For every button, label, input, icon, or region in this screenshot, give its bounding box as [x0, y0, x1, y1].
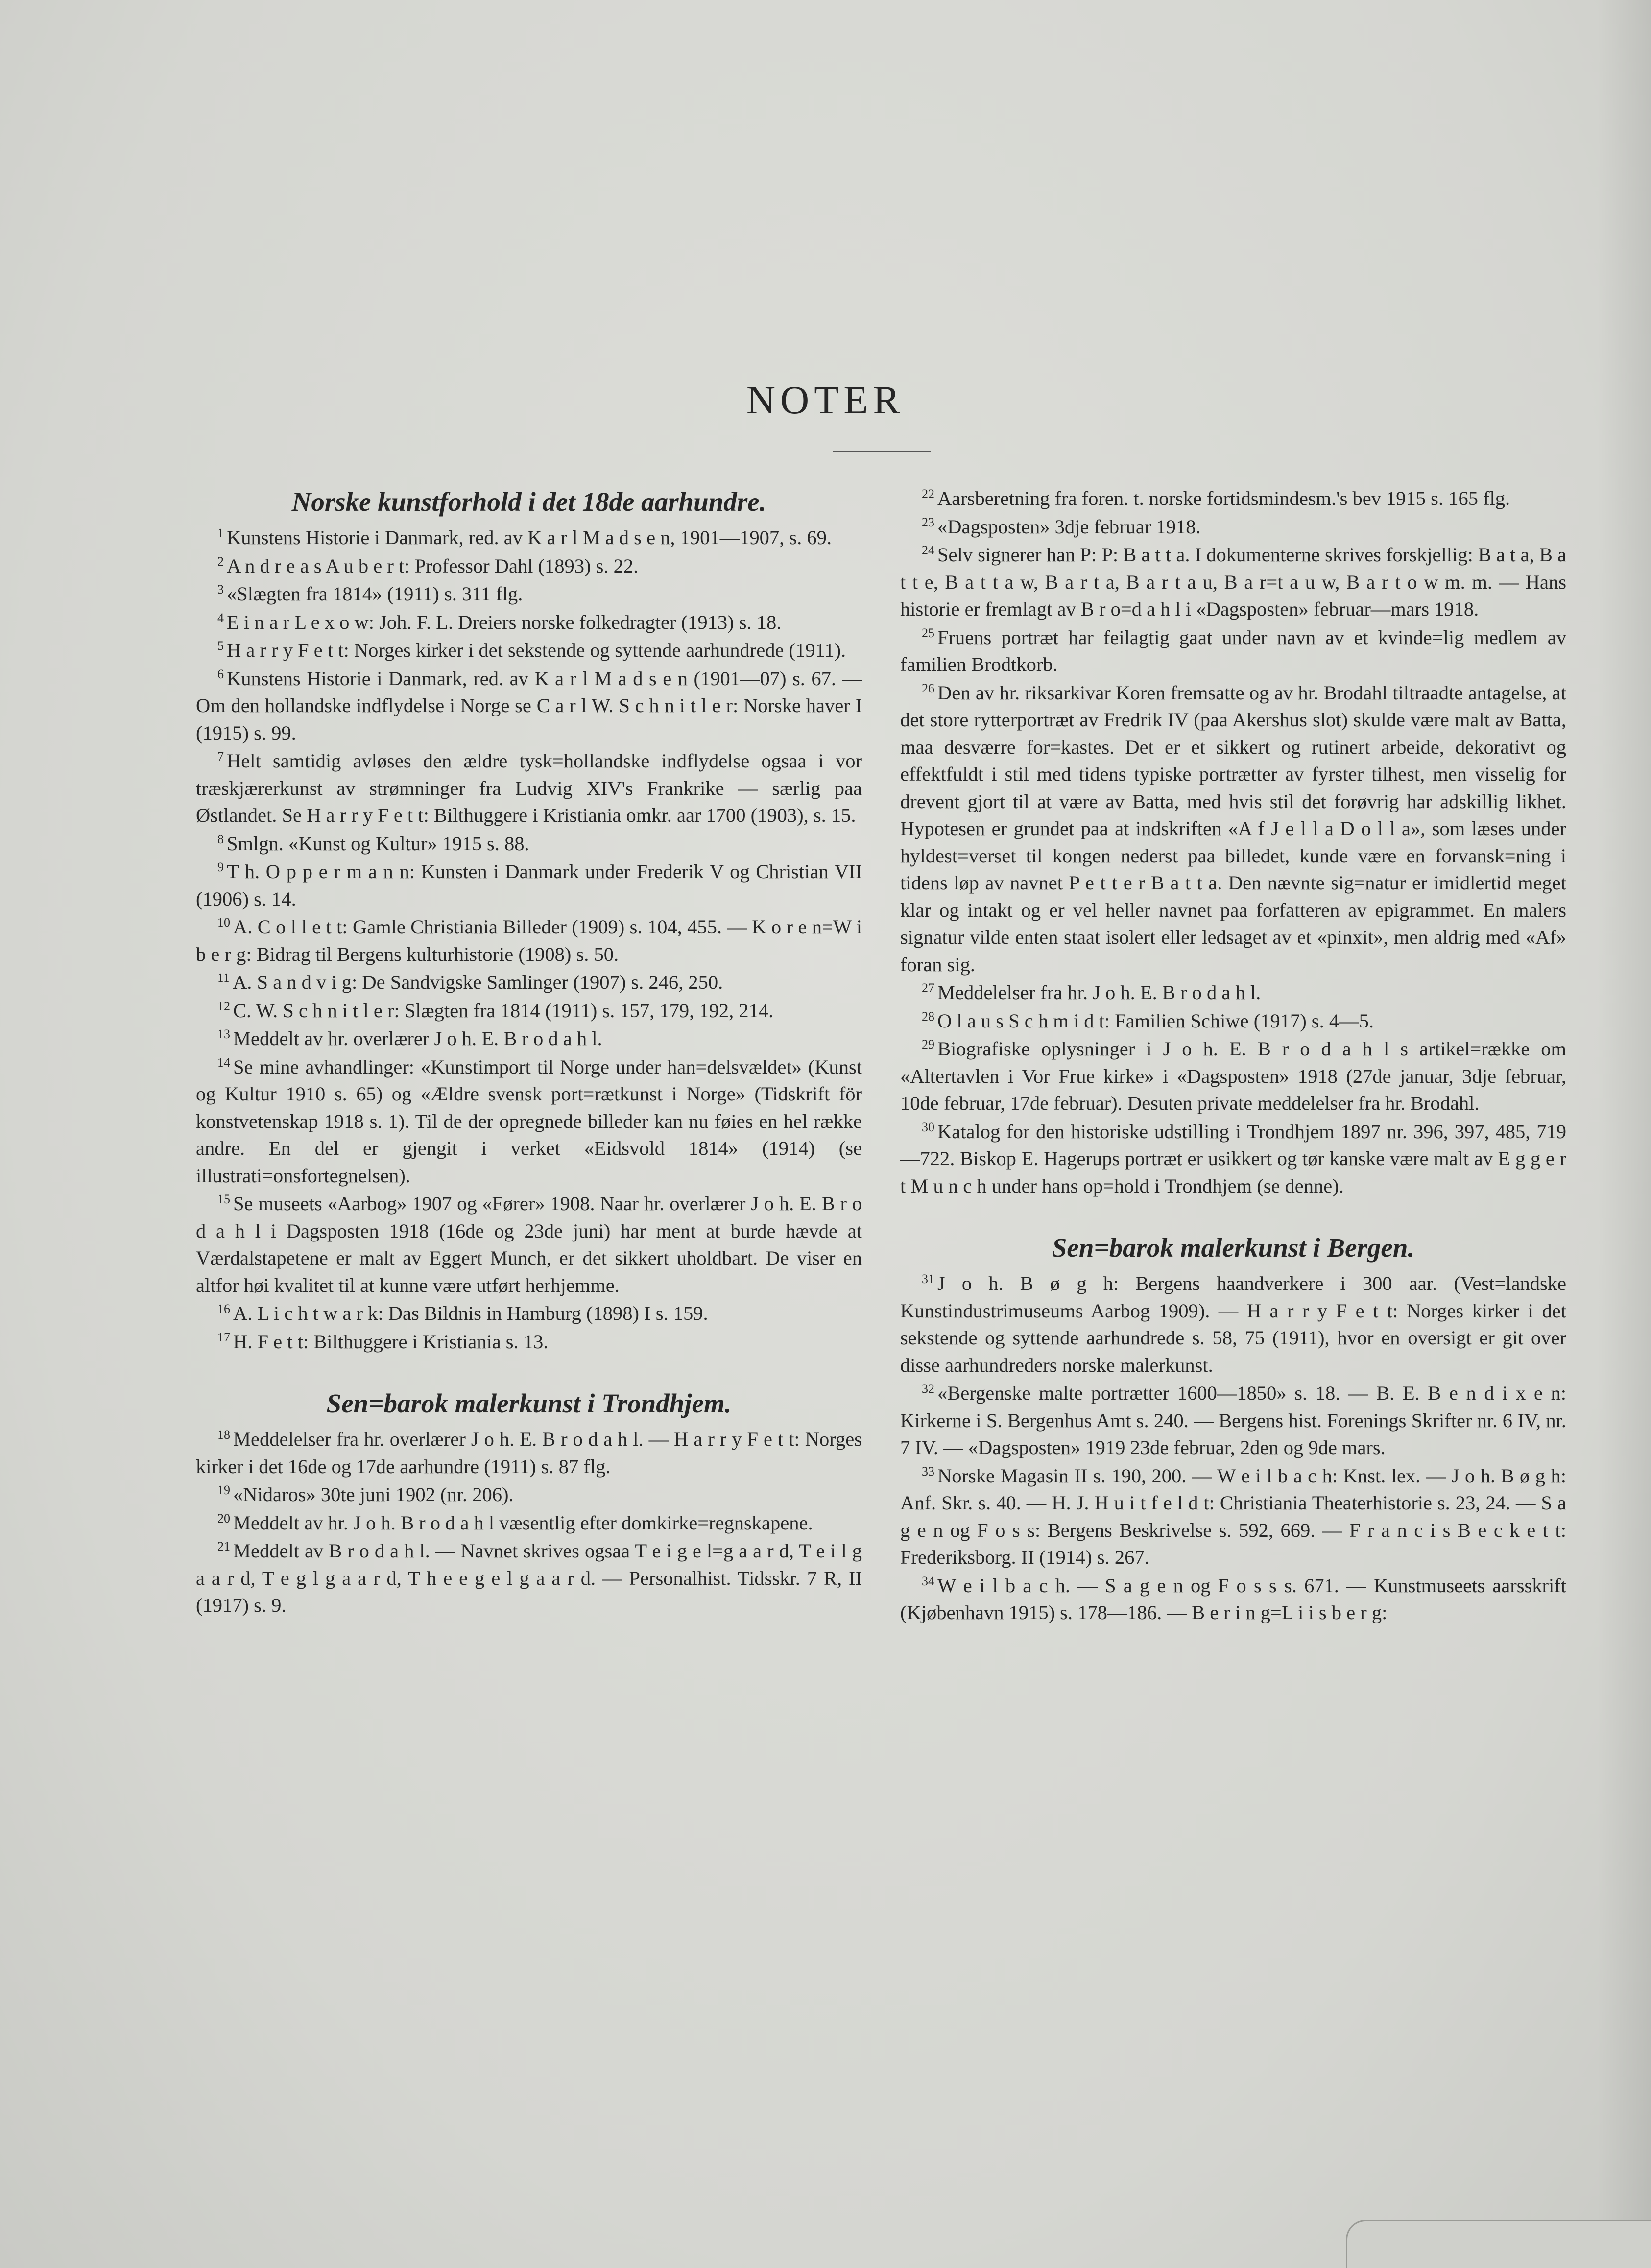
section-heading-bergen: Sen=barok malerkunst i Bergen. [1052, 1233, 1415, 1263]
footnote [196, 1426, 862, 1480]
footnote-text: A. S a n d v i g: De Sandvigske Samlinger (1907) s. 246, 250. [233, 971, 723, 993]
footnote-text: Se museets «Aarbog» 1907 og «Fører» 1908. Naar hr. overlærer J o h. E. B r o d a h l i Dagsposten 1918 (16de og 23de juni) har ment at burde hævde at Værdalstapetene er malt av Eggert Munch, er det sikkert uholdbart. De viser en altfor høi kvalitet til at kunne være utført herhjemme. [196, 1193, 862, 1296]
footnote [196, 913, 862, 968]
footnote-number: 6 [217, 667, 224, 681]
footnote-number: 1 [217, 526, 224, 540]
notes-list-left-2 [196, 1426, 862, 1619]
footnote-text: A. C o l l e t t: Gamle Christiania Billeder (1909) s. 104, 455. — K o r e n=W i b e r g: Bidrag til Bergens kulturhistorie (1908) s. 50. [196, 916, 862, 965]
footnote-number: 2 [217, 554, 224, 569]
footnote-text: «Dagsposten» 3dje februar 1918. [937, 515, 1201, 538]
footnote-number: 32 [922, 1382, 934, 1396]
title-rule [833, 451, 931, 452]
footnote-text: «Bergenske malte portrætter 1600—1850» s. 18. — B. E. B e n d i x e n: Kirkerne i S. Bergenhus Amt s. 240. — Bergens hist. Forenings Skrifter nr. 6 IV, nr. 7 IV. — «Dagsposten» 1919 23de februar, 2den og 9de mars. [900, 1382, 1566, 1458]
footnote-number: 10 [217, 915, 230, 930]
footnote [900, 541, 1566, 623]
footnote-number: 5 [217, 639, 224, 653]
footnote-number: 25 [922, 625, 934, 640]
footnote-number: 31 [922, 1272, 934, 1286]
footnote-text: Meddelt av hr. J o h. B r o d a h l væsentlig efter domkirke=regnskapene. [233, 1511, 813, 1534]
footnote-text: J o h. B ø g h: Bergens haandverkere i 300 aar. (Vest=landske Kunstindustrimuseums Aarbog 1909). — H a r r y F e t t: Norges kirker i det sekstende og syttende aarhundrede s. 58, 75 (1911), hvor en oversigt er git over disse aarhundreders norske malerkunst. [900, 1272, 1566, 1376]
footnote [196, 609, 862, 636]
footnote-number: 16 [217, 1302, 230, 1316]
footnote-text: Meddelt av hr. overlærer J o h. E. B r o d a h l. [233, 1027, 602, 1050]
footnote-text: Smlgn. «Kunst og Kultur» 1915 s. 88. [227, 832, 529, 855]
footnote [196, 552, 862, 580]
footnote-text: Meddelt av B r o d a h l. — Navnet skrives ogsaa T e i g e l=g a a r d, T e i l g a a r d, T e g l g a a r d, T h e e g e l g a a r d. — Personalhist. Tidsskr. 7 R, II (1917) s. 9. [196, 1540, 862, 1616]
footnote-text: C. W. S c h n i t l e r: Slægten fra 1814 (1911) s. 157, 179, 192, 214. [233, 999, 774, 1022]
notes-list-left [196, 524, 862, 1355]
footnote-number: 14 [217, 1055, 230, 1070]
footnote-text: O l a u s S c h m i d t: Familien Schiwe (1917) s. 4—5. [937, 1009, 1374, 1032]
footnote [196, 637, 862, 664]
footnote-number: 27 [922, 981, 934, 995]
footnote [900, 1035, 1566, 1117]
footnote [900, 1007, 1566, 1035]
page-corner-curl [1346, 2220, 1651, 2268]
footnote-text: Kunstens Historie i Danmark, red. av K a r l M a d s e n, 1901—1907, s. 69. [227, 526, 832, 549]
footnote-text: Biografiske oplysninger i J o h. E. B r o d a h l s artikel=række om «Altertavlen i Vor Frue kirke» i «Dagsposten» 1918 (27de januar, 3dje februar, 10de februar, 17de februar). Desuten private meddelelser fra hr. Brodahl. [900, 1038, 1566, 1114]
footnote-text: «Nidaros» 30te juni 1902 (nr. 206). [233, 1483, 514, 1505]
footnote [196, 1509, 862, 1537]
footnote-number: 30 [922, 1120, 934, 1134]
footnote [196, 969, 862, 996]
footnote-number: 23 [922, 515, 934, 529]
footnote-number: 9 [217, 860, 224, 874]
footnote-number: 4 [217, 610, 224, 625]
footnote [900, 1462, 1566, 1571]
footnote [196, 1053, 862, 1190]
footnote [196, 1328, 862, 1356]
footnote [900, 979, 1566, 1006]
footnote [900, 513, 1566, 541]
page-title: NOTER [746, 378, 905, 422]
footnote-number: 29 [922, 1037, 934, 1051]
footnote-text: H. F e t t: Bilthuggere i Kristiania s. 13. [233, 1330, 549, 1353]
footnote-text: T h. O p p e r m a n n: Kunsten i Danmark under Frederik V og Christian VII (1906) s. 14. [196, 860, 862, 910]
footnote-text: Norske Magasin II s. 190, 200. — W e i l b a c h: Knst. lex. — J o h. B ø g h: Anf. Skr. s. 40. — H. J. H u i t f e l d t: Christiania Theaterhistorie s. 23, 24. — S a g e n og F o s s: Bergens Beskrivelse s. 592, 669. — F r a n c i s B e c k e t t: Frederiksborg. II (1914) s. 267. [900, 1464, 1566, 1568]
footnote-text: Selv signerer han P: P: B a t t a. I dokumenterne skrives forskjellig: B a t a, B a t t e, B a t t a w, B a r t a, B a r t a u, B a r=t a u w, B a r t o w m. m. — Hans historie er fremlagt av B r o=d a h l i «Dagsposten» februar—mars 1918. [900, 544, 1566, 620]
footnote-number: 20 [217, 1511, 230, 1526]
footnote-number: 3 [217, 582, 224, 597]
footnote-number: 12 [217, 999, 230, 1013]
footnote [196, 524, 862, 551]
footnote-number: 17 [217, 1330, 230, 1344]
footnote-text: Kunstens Historie i Danmark, red. av K a r l M a d s e n (1901—07) s. 67. — Om den hollandske indflydelse i Norge se C a r l W. S c h n i t l e r: Norske haver I (1915) s. 99. [196, 667, 862, 744]
footnote-number: 11 [217, 971, 230, 985]
footnote-text: Meddelelser fra hr. overlærer J o h. E. B r o d a h l. — H a r r y F e t t: Norges kirker i det 16de og 17de aarhundre (1911) s. 87 flg. [196, 1428, 862, 1478]
footnote [900, 485, 1566, 512]
footnote [196, 1025, 862, 1052]
footnote-text: W e i l b a c h. — S a g e n og F o s s s. 671. — Kunstmuseets aarsskrift (Kjøbenhavn 1915) s. 178—186. — B e r i n g=L i i s b e r g: [900, 1574, 1566, 1623]
footnote-text: H a r r y F e t t: Norges kirker i det sekstende og syttende aarhundrede (1911). [227, 639, 846, 661]
footnote-number: 13 [217, 1027, 230, 1041]
footnote-text: E i n a r L e x o w: Joh. F. L. Dreiers norske folkedragter (1913) s. 18. [227, 611, 782, 633]
footnote [196, 747, 862, 829]
footnote [196, 580, 862, 608]
footnote-text: Se mine avhandlinger: «Kunstimport til Norge under han=delsvældet» (Kunst og Kultur 1910 s. 65) og «Ældre svensk port=rætkunst i Norge» (Tidskrift för konstvetenskap 1918 s. 1). Til de der opregnede billeder kan nu føies en hel række andre. En del er gjengit i verket «Eidsvold 1814» (1914) (se illustrati=onsfortegnelsen). [196, 1055, 862, 1187]
footnote [900, 1270, 1566, 1379]
footnote [900, 624, 1566, 678]
footnote [196, 997, 862, 1025]
footnote-text: Aarsberetning fra foren. t. norske fortidsmindesm.'s bev 1915 s. 165 flg. [937, 487, 1510, 509]
footnote-text: Helt samtidig avløses den ældre tysk=hollandske indflydelse ogsaa i vor træskjærerkunst av strømninger fra Ludvig XIV's Frankrike — særlig paa Østlandet. Se H a r r y F e t t: Bilthuggere i Kristiania omkr. aar 1700 (1903), s. 15. [196, 750, 862, 826]
footnote-text: «Slægten fra 1814» (1911) s. 311 flg. [227, 583, 523, 605]
footnote [196, 858, 862, 912]
footnote-text: Fruens portræt har feilagtig gaat under navn av et kvinde=lig medlem av familien Brodtkorb. [900, 626, 1566, 675]
footnote-text: A n d r e a s A u b e r t: Professor Dahl (1893) s. 22. [227, 554, 639, 577]
footnote-number: 34 [922, 1574, 934, 1588]
left-column [196, 485, 862, 1620]
right-column [900, 485, 1566, 1627]
footnote [196, 1300, 862, 1327]
footnote-text: Den av hr. riksarkivar Koren fremsatte og av hr. Brodahl tiltraadte antagelse, at det store rytterportræt av Fredrik IV (paa Akershus slot) skulde være malt av Batta, maa desværre for=kastes. Det er et sikkert og rutinert arbeide, dekorativt og effektfuldt i stil med tidens typiske portrætter av fyrster tilhest, men visselig for drevent gjort til at være av Batta, med hvis stil det forøvrig har adskillig likhet. Hypotesen er grundet paa at indskriften «A f J e l l a D o l l a», som læses under hyldest=verset til kongen nederst paa billedet, kunde være en forvansk=ning i tidens løp av navnet P e t t e r B a t t a. Den nævnte sig=natur er imidlertid meget klar og intakt og er vel heller navnet paa forfatteren av epigrammet. En malers signatur vilde enten staat isolert eller ledsaget av et «pinxit», men aldrig med «Af» foran sig. [900, 681, 1566, 976]
footnote [196, 1190, 862, 1299]
footnote-text: Katalog for den historiske udstilling i Trondhjem 1897 nr. 396, 397, 485, 719—722. Biskop E. Hagerups portræt er usikkert og tør kanske være malt av E g g e r t M u n c h under hans op=hold i Trondhjem (se denne). [900, 1120, 1566, 1197]
footnote [196, 830, 862, 858]
footnote-number: 26 [922, 681, 934, 695]
footnote-number: 8 [217, 832, 224, 846]
footnote-number: 18 [217, 1428, 230, 1442]
footnote-number: 19 [217, 1483, 230, 1497]
footnote-text: A. L i c h t w a r k: Das Bildnis in Hamburg (1898) I s. 159. [233, 1302, 708, 1324]
footnote [196, 665, 862, 747]
footnote-number: 21 [217, 1539, 230, 1553]
footnote-text: Meddelelser fra hr. J o h. E. B r o d a h l. [937, 981, 1261, 1003]
footnote [900, 1380, 1566, 1461]
footnote-number: 28 [922, 1009, 934, 1024]
section-heading-kunstforhold: Norske kunstforhold i det 18de aarhundre. [291, 487, 766, 517]
footnote [196, 1537, 862, 1619]
notes-list-right [900, 485, 1566, 1199]
section-heading-trondhjem: Sen=barok malerkunst i Trondhjem. [326, 1388, 732, 1418]
footnote [196, 1481, 862, 1508]
footnote-number: 7 [217, 749, 224, 764]
page-edge-shadow [1597, 0, 1651, 2268]
footnote-number: 22 [922, 487, 934, 501]
footnote [900, 1118, 1566, 1200]
footnote [900, 679, 1566, 979]
footnote-number: 15 [217, 1192, 230, 1206]
footnote [900, 1572, 1566, 1626]
footnote-number: 33 [922, 1464, 934, 1479]
footnote-number: 24 [922, 543, 934, 557]
notes-list-right-2 [900, 1270, 1566, 1626]
